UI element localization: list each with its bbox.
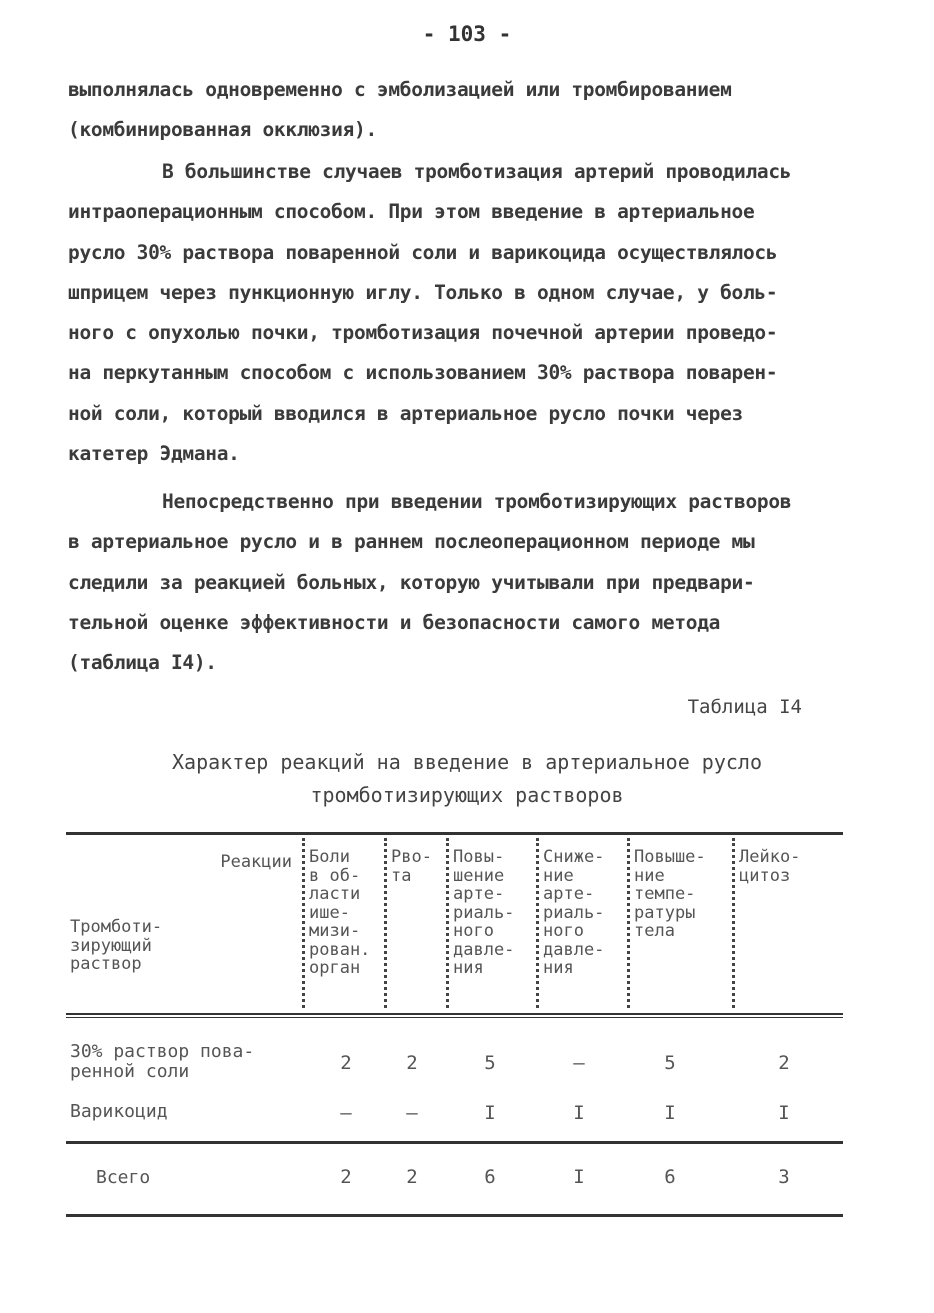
table-cell: 2 bbox=[340, 1052, 352, 1074]
table-cell: 3 bbox=[778, 1166, 790, 1188]
text-line: ного с опухолью почки, тромботизация почечной артерии проведо- bbox=[68, 321, 778, 345]
text-line: в артериальное русло и в раннем послеоперационном периоде мы bbox=[68, 530, 755, 554]
table-title-line: Характер реакций на введение в артериальное русло bbox=[171, 750, 762, 774]
column-separator bbox=[446, 838, 449, 1008]
table-cell: – bbox=[340, 1102, 352, 1124]
paragraph-1 bbox=[68, 70, 868, 151]
text-line: В большинстве случаев тромботизация артерий проводилась bbox=[162, 160, 792, 183]
table-title-line: тромботизирующих растворов bbox=[310, 783, 624, 807]
table-cell: 2 bbox=[406, 1166, 418, 1188]
table-cell: 2 bbox=[778, 1052, 790, 1074]
column-header-pain: Боли в об- ласти ише- мизи- рован. орган bbox=[309, 847, 371, 978]
row-label-varicocid: Варикоцид bbox=[70, 1101, 168, 1122]
text-line: на перкутанным способом с использованием 30% раствора поварен- bbox=[68, 361, 778, 385]
table-header-rule bbox=[66, 1013, 843, 1015]
column-separator bbox=[627, 838, 630, 1008]
table-cell: I bbox=[484, 1102, 496, 1124]
text-line: (таблица I4). bbox=[68, 651, 217, 675]
text-line: тельной оценке эффективности и безопасности самого метода bbox=[68, 610, 721, 634]
table-cell: 5 bbox=[664, 1052, 676, 1074]
column-separator bbox=[732, 838, 735, 1008]
column-header-vomiting: Рво- та bbox=[391, 847, 432, 886]
table-title bbox=[0, 746, 934, 812]
table-cell: – bbox=[406, 1102, 418, 1124]
table-cell: I bbox=[778, 1102, 790, 1124]
column-separator bbox=[536, 838, 539, 1008]
column-header-leukocytosis: Лейко- цитоз bbox=[739, 847, 801, 886]
table-cell: I bbox=[573, 1102, 585, 1124]
page-number: - 103 - bbox=[422, 22, 512, 46]
table-total-rule bbox=[66, 1141, 843, 1144]
table-cell: 2 bbox=[340, 1166, 352, 1188]
table-cell: I bbox=[573, 1166, 585, 1188]
column-header-bp-decrease: Сниже- ние арте- риаль- ного давле- ния bbox=[543, 847, 605, 978]
text-line: катетер Эдмана. bbox=[68, 442, 240, 466]
row-label-saline: 30% раствор пова- ренной соли bbox=[70, 1041, 255, 1082]
table-bottom-rule bbox=[66, 1214, 843, 1217]
header-corner-solution: Тромботи- зирующий раствор bbox=[70, 917, 163, 974]
column-separator bbox=[302, 838, 305, 1008]
text-line: выполнялась одновременно с эмболизацией или тромбированием bbox=[68, 78, 732, 101]
table-cell: I bbox=[664, 1102, 676, 1124]
text-line: русло 30% раствора поваренной соли и варикоцида осуществлялось bbox=[68, 240, 778, 264]
table-cell: 6 bbox=[484, 1166, 496, 1188]
table-number: Таблица I4 bbox=[687, 696, 802, 718]
table-top-rule bbox=[66, 832, 843, 835]
column-header-temperature: Повыше- ние темпе- ратуры тела bbox=[634, 847, 706, 941]
row-label-total: Всего bbox=[96, 1167, 151, 1188]
text-line: следили за реакцией больных, которую учитывали при предвари- bbox=[68, 570, 755, 594]
text-line: Непосредственно при введении тромботизирующих растворов bbox=[162, 490, 792, 513]
paragraph-3 bbox=[68, 482, 868, 683]
paragraph-2 bbox=[68, 152, 868, 474]
text-line: интраоперационным способом. При этом введение в артериальное bbox=[68, 200, 755, 224]
text-line: шприцем через пункционную иглу. Только в одном случае, у боль- bbox=[68, 280, 778, 304]
text-line: ной соли, который вводился в артериальное русло почки через bbox=[68, 401, 743, 425]
table-header-rule-thin bbox=[66, 1017, 843, 1018]
table-cell: 5 bbox=[484, 1052, 496, 1074]
table-cell: 6 bbox=[664, 1166, 676, 1188]
header-corner-reactions: Реакции bbox=[220, 852, 292, 872]
column-separator bbox=[384, 838, 387, 1008]
column-header-bp-increase: Повы- шение арте- риаль- ного давле- ния bbox=[453, 847, 515, 978]
table-cell: – bbox=[573, 1052, 585, 1074]
text-line: (комбинированная окклюзия). bbox=[68, 118, 377, 142]
table-cell: 2 bbox=[406, 1052, 418, 1074]
